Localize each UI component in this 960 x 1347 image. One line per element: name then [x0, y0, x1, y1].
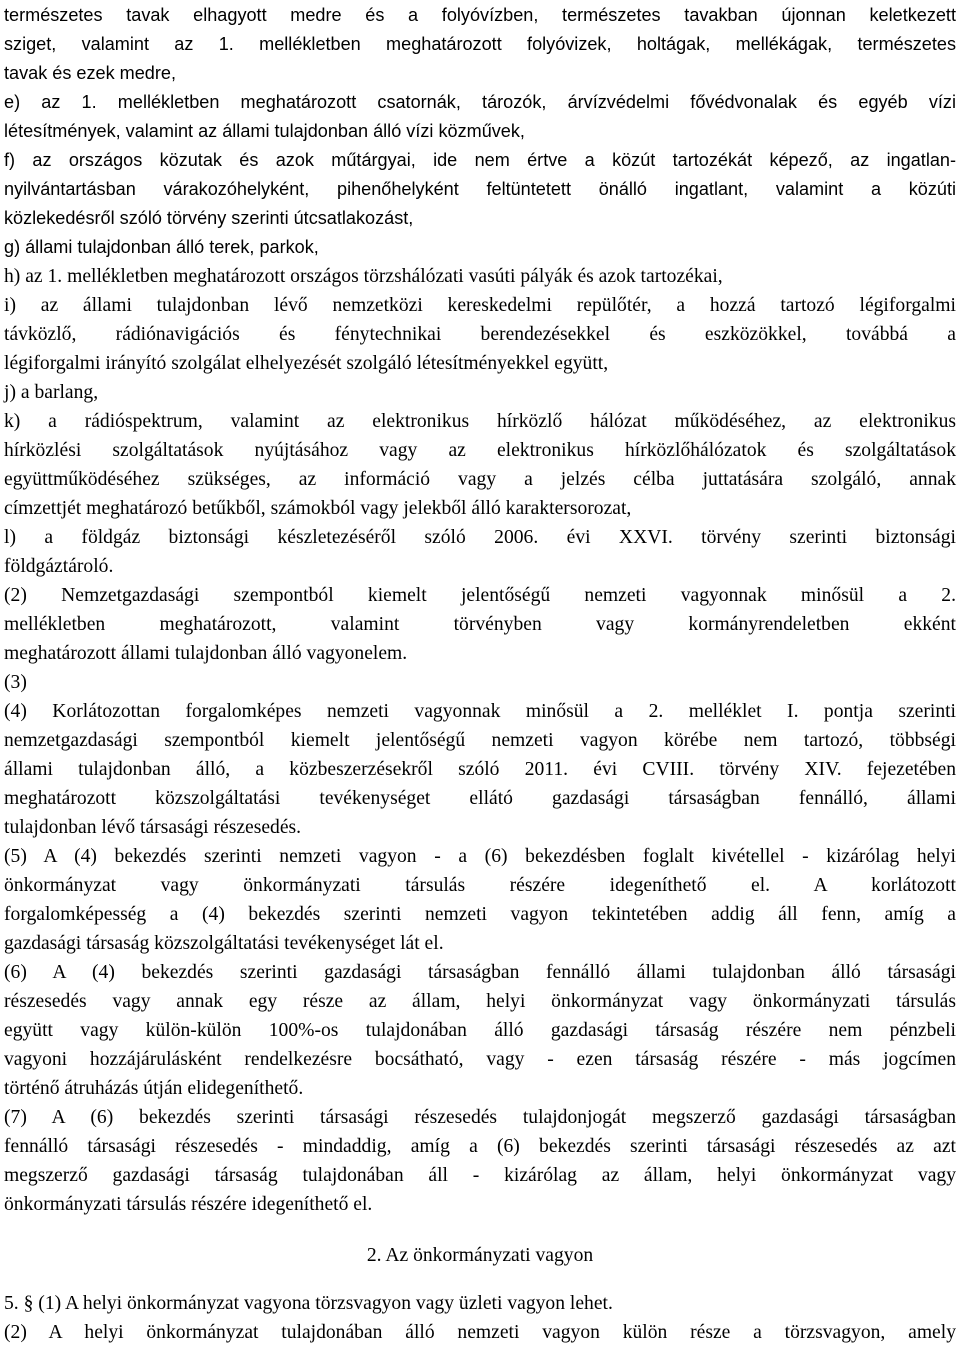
text-line: nyilvántartásban várakozóhelyként, pihenőhelyként feltüntetett önálló ingatlant, valamint a közúti [4, 179, 956, 199]
text-line: vagyoni hozzájárulásként rendelkezésre bocsátható, vagy - ezen társaság részére - más jogcímen [4, 1049, 956, 1070]
document-body [4, 1, 956, 1219]
text-line: történő átruházás útján elidegeníthető. [4, 1078, 304, 1099]
text-line: forgalomképesség a (4) bekezdés szerinti nemzeti vagyon tekintetében addig áll fenn, amíg a [4, 904, 956, 925]
text-line: természetes tavak elhagyott medre és a folyóvízben, természetes tavakban újonnan keletkezett [4, 5, 956, 25]
text-line: (5) A (4) bekezdés szerinti nemzeti vagyon - a (6) bekezdésben foglalt kivétellel - kizárólag helyi [4, 846, 956, 867]
heading-spacer [4, 1271, 956, 1289]
text-line: közlekedésről szóló törvény szerinti útcsatlakozást, [4, 208, 414, 228]
section-body [4, 1289, 956, 1347]
text-line: hírközlési szolgáltatások nyújtásához vagy az elektronikus hírközlőhálózatok és szolgáltatások [4, 440, 956, 461]
text-line: távközlő, rádiónavigációs és fénytechnikai berendezésekkel és eszközökkel, továbbá a [4, 324, 956, 345]
text-line: együtt vagy külön-külön 100%-os tulajdonában álló gazdasági társaság részére nem pénzbeli [4, 1020, 956, 1041]
text-line: önkormányzat vagy önkormányzati társulás részére idegeníthető el. A korlátozott [4, 875, 956, 896]
text-line: tulajdonban lévő társasági részesedés. [4, 817, 302, 838]
text-line: h) az 1. mellékletben meghatározott országos törzshálózati vasúti pályák és azok tartozékai, [4, 266, 723, 287]
text-line: fennálló társasági részesedés - mindaddig, amíg a (6) bekezdés szerinti társasági részesedés az azt [4, 1136, 956, 1157]
text-line: légiforgalmi irányító szolgálat elhelyezését szolgáló létesítményekkel együtt, [4, 353, 609, 374]
text-line: (6) A (4) bekezdés szerinti gazdasági társaságban fennálló állami tulajdonban álló társasági [4, 962, 956, 983]
text-line: sziget, valamint az 1. mellékletben meghatározott folyóvizek, holtágak, mellékágak, természetes [4, 34, 956, 54]
text-line: 5. § (1) A helyi önkormányzat vagyona törzsvagyon vagy üzleti vagyon lehet. [4, 1293, 613, 1314]
text-line: együttműködéséhez szükséges, az információ vagy a jelzés célba juttatására szolgáló, annak [4, 469, 956, 490]
text-line: részesedés vagy annak egy része az állam, helyi önkormányzat vagy önkormányzati társulás [4, 991, 956, 1012]
text-line: i) az állami tulajdonban lévő nemzetközi kereskedelmi repülőtér, a hozzá tartozó légiforgalmi [4, 295, 956, 316]
text-line: tavak és ezek medre, [4, 63, 176, 83]
text-line: önkormányzati társulás részére idegeníthető el. [4, 1194, 373, 1215]
text-line: nemzetgazdasági szempontból kiemelt jelentőségű nemzeti vagyon körébe nem tartozó, többségi [4, 730, 956, 751]
text-line: e) az 1. mellékletben meghatározott csatornák, tározók, árvízvédelmi fővédvonalak és egyéb vízi [4, 92, 956, 112]
text-line: gazdasági társaság közszolgáltatási tevékenységet lát el. [4, 933, 444, 954]
text-line: létesítmények, valamint az állami tulajdonban álló vízi közművek, [4, 121, 525, 141]
text-line: (4) Korlátozottan forgalomképes nemzeti vagyonnak minősül a 2. melléklet I. pontja szerinti [4, 701, 956, 722]
text-line: j) a barlang, [4, 382, 99, 403]
text-line: földgáztároló. [4, 556, 114, 577]
text-line: címzettjét meghatározó betűkből, számokból vagy jelekből álló karaktersorozat, [4, 498, 632, 519]
text-line: (2) A helyi önkormányzat tulajdonában álló nemzeti vagyon külön része a törzsvagyon, amely [4, 1322, 956, 1343]
text-line: mellékletben meghatározott, valamint törvényben vagy kormányrendeletben ekként [4, 614, 956, 635]
text-line: meghatározott közszolgáltatási tevékenységet ellátó gazdasági társaságban fennálló, állami [4, 788, 956, 809]
text-line: állami tulajdonban álló, a közbeszerzésekről szóló 2011. évi CVIII. törvény XIV. fejezetében [4, 759, 956, 780]
text-line: l) a földgáz biztonsági készletezéséről szóló 2006. évi XXVI. törvény szerinti biztonsági [4, 527, 956, 548]
text-line: meghatározott állami tulajdonban álló vagyonelem. [4, 643, 408, 664]
text-line: k) a rádióspektrum, valamint az elektronikus hírközlő hálózat működéséhez, az elektronikus [4, 411, 956, 432]
text-line: (3) [4, 672, 27, 693]
text-line: f) az országos közutak és azok műtárgyai, ide nem értve a közút tartozékát képező, az ingatlan- [4, 150, 956, 170]
section-heading: 2. Az önkormányzati vagyon [366, 1245, 594, 1266]
text-line: megszerző gazdasági társaság tulajdonában áll - kizárólag az állam, helyi önkormányzat vagy [4, 1165, 956, 1186]
text-line: g) állami tulajdonban álló terek, parkok, [4, 237, 319, 257]
text-line: (2) Nemzetgazdasági szempontból kiemelt jelentőségű nemzeti vagyonnak minősül a 2. [4, 585, 956, 606]
text-line: (7) A (6) bekezdés szerinti társasági részesedés tulajdonjogát megszerző gazdasági társaságban [4, 1107, 956, 1128]
